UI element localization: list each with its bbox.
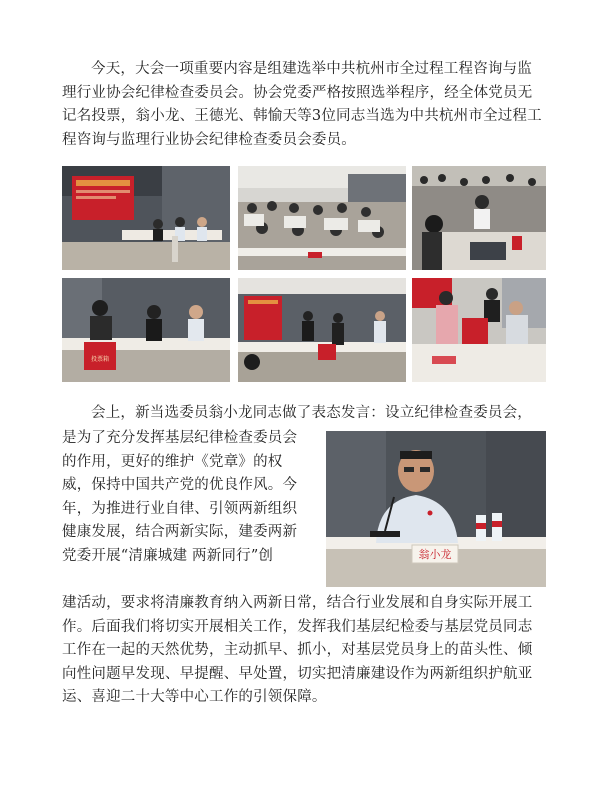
photo-members-seated bbox=[412, 166, 546, 270]
photo-voting-table bbox=[412, 278, 546, 382]
photo-counting-stage bbox=[238, 278, 406, 382]
speaker-nameplate: 翁小龙 bbox=[418, 548, 452, 561]
ballot-box-label: 投票箱 bbox=[90, 356, 110, 363]
photo-voting-hall bbox=[238, 166, 406, 270]
paragraph-speech-intro: 会上，新当选委员翁小龙同志做了表态发言：设立纪律检查委员会， bbox=[91, 405, 532, 421]
paragraph-election: 今天，大会一项重要内容是组建选举中共杭州市全过程工程咨询与监理行业协会纪律检查委员会。协会党委严格按照选举程序，经全体党员无记名投票，翁小龙、王德光、韩愉天等3位同志当选为中共杭州市全过程工程咨询与监理行业协会纪律检查委员会委员。 bbox=[62, 61, 542, 148]
paragraph-speech-side: 是为了充分发挥基层纪律检查委员会的作用，更好的维护《党章》的权威，保持中国共产党的优良作风。今年，为推进行业自律、引领两新组织健康发展，结合两新实际，建委两新党委开展“清廉城建 两新同行”创 bbox=[62, 430, 298, 564]
photo-meeting-stage bbox=[62, 166, 230, 270]
photo-speaker bbox=[326, 431, 546, 587]
paragraph-speech-rest: 建活动，要求将清廉教育纳入两新日常，结合行业发展和自身实际开展工作。后面我们将切实开展相关工作，发挥我们基层纪检委与基层党员同志工作在一起的天然优势，主动抓早、抓小，对基层党员身上的苗头性、倾向性问题早发现、早提醒、早处置，切实把清廉建设作为两新组织护航亚运、喜迎二十大等中心工作的引领保障。 bbox=[62, 595, 533, 705]
photo-ballot-box bbox=[62, 278, 230, 382]
